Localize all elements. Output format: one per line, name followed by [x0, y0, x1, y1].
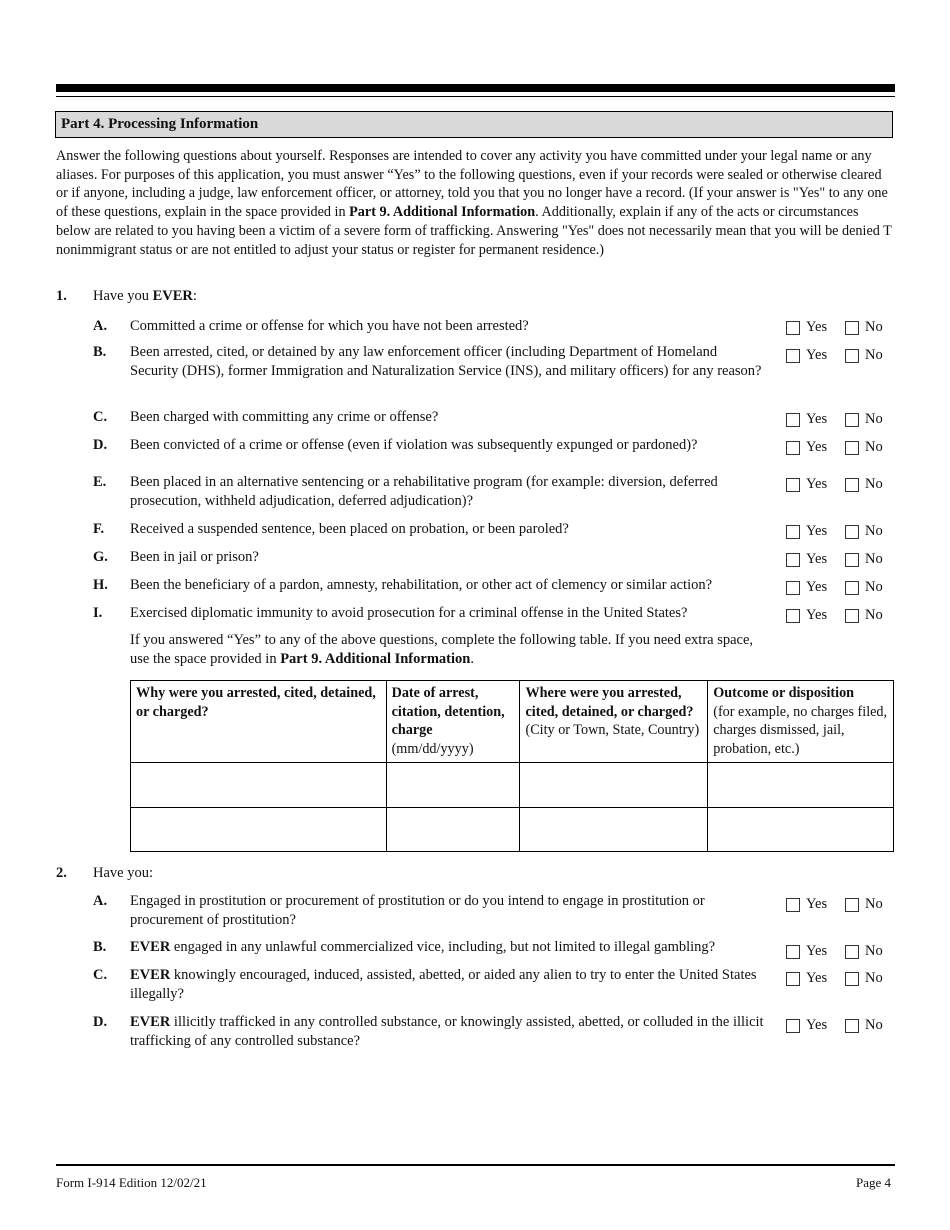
row2-date-field[interactable] — [386, 807, 520, 851]
q1g-no-checkbox[interactable] — [845, 553, 859, 567]
form-edition: Form I-914 Edition 12/02/21 — [56, 1175, 207, 1190]
q1c-yes-checkbox[interactable] — [786, 413, 800, 427]
table-instructions: If you answered “Yes” to any of the above questions, complete the following table. If you need extra space, use the space provided in Part 9. Additional Information. — [130, 632, 754, 667]
part-title: Part 4. Processing Information — [55, 111, 893, 138]
row2-why-field[interactable] — [131, 807, 387, 851]
q1a-no-checkbox[interactable] — [845, 321, 859, 335]
q1b-yes-checkbox[interactable] — [786, 349, 800, 363]
table-row — [131, 807, 894, 851]
q2b-yes-checkbox[interactable] — [786, 945, 800, 959]
row2-where-field[interactable] — [520, 807, 708, 851]
q2d-no-checkbox[interactable] — [845, 1019, 859, 1033]
q1d-no-checkbox[interactable] — [845, 441, 859, 455]
col-header-why: Why were you arrested, cited, detained, or charged? — [131, 681, 387, 763]
footer-rule — [56, 1164, 895, 1166]
q2c-no-checkbox[interactable] — [845, 972, 859, 986]
row1-outcome-field[interactable] — [708, 763, 894, 807]
intro-paragraph: Answer the following questions about yourself. Responses are intended to cover any activity you have committed under your legal name or any aliases. For purposes of this application, you must answer “Yes” to the following questions, even if your records were sealed or otherwise cleared or if anyone, including a judge, law enforcement officer, or attorney, told you that you no longer have a record. (If your answer is "Yes" to any one of these questions, explain in the space provided in Part 9. Additional Information. Additionally, explain if any of the acts or circumstances below are related to you having been a victim of a severe form of trafficking. Answering "Yes" does not necessarily mean that you will be denied T nonimmigrant status or are not entitled to adjust your status or register for permanent residence.) — [56, 148, 892, 258]
q1e-yes-checkbox[interactable] — [786, 478, 800, 492]
col-header-outcome: Outcome or disposition (for example, no charges filed, charges dismissed, jail, probation, etc.) — [708, 681, 894, 763]
criminal-history-table — [130, 680, 894, 852]
q2b-no-checkbox[interactable] — [845, 945, 859, 959]
q1d-yes-checkbox[interactable] — [786, 441, 800, 455]
q1f-no-checkbox[interactable] — [845, 525, 859, 539]
row2-outcome-field[interactable] — [708, 807, 894, 851]
page-number: Page 4 — [855, 1175, 891, 1190]
q1h-yes-checkbox[interactable] — [786, 581, 800, 595]
q2c-yes-checkbox[interactable] — [786, 972, 800, 986]
q1c-no-checkbox[interactable] — [845, 413, 859, 427]
q1h-no-checkbox[interactable] — [845, 581, 859, 595]
header-thick-rule — [56, 84, 895, 92]
header-thin-rule — [56, 96, 895, 97]
col-header-where: Where were you arrested, cited, detained, or charged? (City or Town, State, Country) — [520, 681, 708, 763]
q1f-yes-checkbox[interactable] — [786, 525, 800, 539]
q1b-no-checkbox[interactable] — [845, 349, 859, 363]
q1e-no-checkbox[interactable] — [845, 478, 859, 492]
q2d-yes-checkbox[interactable] — [786, 1019, 800, 1033]
row1-date-field[interactable] — [386, 763, 520, 807]
question-2-number: 2. — [56, 865, 67, 881]
col-header-date: Date of arrest, citation, detention, charge (mm/dd/yyyy) — [386, 681, 520, 763]
q1i-yes-checkbox[interactable] — [786, 609, 800, 623]
q2a-yes-checkbox[interactable] — [786, 898, 800, 912]
question-1-lead: Have you EVER: — [93, 288, 197, 304]
question-1-number: 1. — [56, 288, 67, 304]
row1-where-field[interactable] — [520, 763, 708, 807]
question-2-lead: Have you: — [93, 865, 153, 881]
q1i-no-checkbox[interactable] — [845, 609, 859, 623]
row1-why-field[interactable] — [131, 763, 387, 807]
q2a-no-checkbox[interactable] — [845, 898, 859, 912]
q1g-yes-checkbox[interactable] — [786, 553, 800, 567]
q1a-yes-checkbox[interactable] — [786, 321, 800, 335]
table-row — [131, 763, 894, 807]
